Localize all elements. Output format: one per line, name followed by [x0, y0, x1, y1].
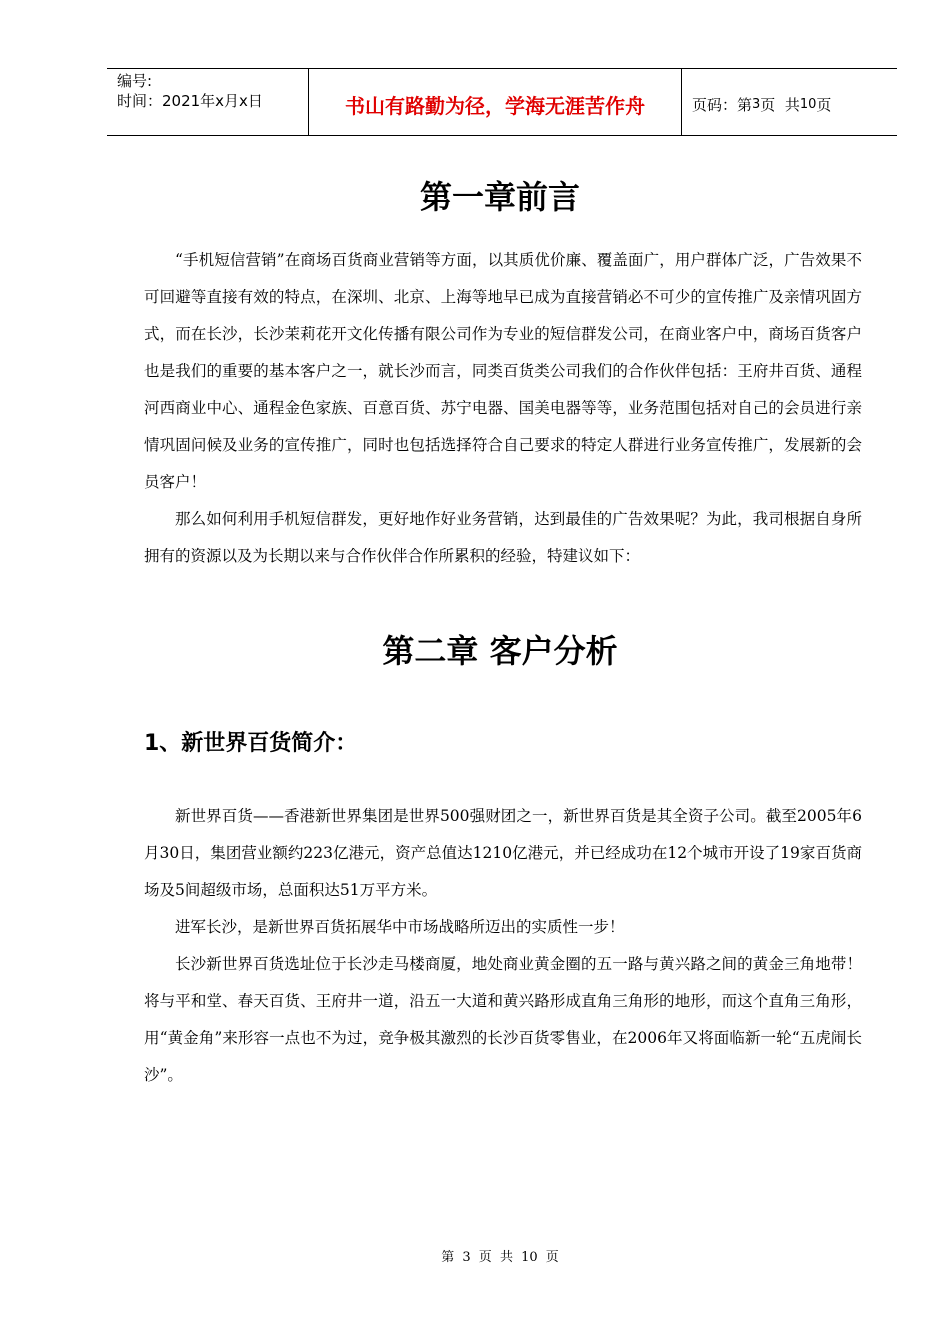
header-motto: 书山有路勤为径，学海无涯苦作舟 [345, 93, 645, 118]
chapter1-title: 第一章前言 [419, 178, 580, 216]
doc-number-label: 编号: [117, 72, 153, 90]
chapter1-paragraph-2: 那么如何利用手机短信群发，更好地作好业务营销，达到最佳的广告效果呢？为此，我司根据自身所拥有的资源以及为长期以来与合作伙伴合作所累积的经验，特建议如下： [144, 510, 862, 565]
page-footer [0, 1246, 950, 1265]
header-meta-cell [107, 69, 309, 135]
chapter2-body [144, 798, 862, 1094]
chapter2-paragraph-3: 长沙新世界百货选址位于长沙走马楼商厦，地处商业黄金圈的五一路与黄兴路之间的黄金三角地带！将与平和堂、春天百货、王府井一道，沿五一大道和黄兴路形成直角三角形的地形，而这个直角三角形，用“黄金角”来形容一点也不为过，竞争极其激烈的长沙百货零售业，在2006年又将面临新一轮“五虎闹长沙”。 [144, 955, 862, 1084]
chapter2-paragraph-2: 进军长沙，是新世界百货拓展华中市场战略所迈出的实质性一步！ [175, 918, 625, 936]
footer-page-total: 10 [521, 1250, 538, 1265]
header-page-cell [682, 69, 897, 135]
footer-p3: 共 [499, 1250, 513, 1265]
header-page-number: 3 [752, 96, 761, 112]
header-page-mid: 页 共 [760, 95, 800, 114]
page-header [107, 68, 897, 136]
chapter2-paragraph-1: 新世界百货——香港新世界集团是世界500强财团之一，新世界百货是其全资子公司。截至2005年6月30日，集团营业额约223亿港元，资产总值达1210亿港元，并已经成功在12个城市开设了19家百货商场及5间超级市场，总面积达51万平方米。 [144, 807, 862, 899]
doc-time-label: 时间：2021年x月x日 [117, 92, 263, 110]
footer-page-number: 3 [462, 1250, 471, 1265]
footer-p1: 第 [441, 1250, 455, 1265]
header-page-total: 10 [799, 96, 817, 112]
section1-heading: 1、新世界百货简介： [144, 731, 358, 756]
header-page-suffix: 页 [816, 95, 832, 114]
chapter2-title: 第二章 客户分析 [382, 632, 618, 670]
footer-p2: 页 [478, 1250, 492, 1265]
chapter1-paragraph-1: “手机短信营销”在商场百货商业营销等方面，以其质优价廉、覆盖面广，用户群体广泛，广告效果不可回避等直接有效的特点，在深圳、北京、上海等地早已成为直接营销必不可少的宣传推广及亲情巩固方式，而在长沙，长沙茉莉花开文化传播有限公司作为专业的短信群发公司，在商业客户中，商场百货客户也是我们的重要的基本客户之一，就长沙而言，同类百货类公司我们的合作伙伴包括：王府井百货、通程河西商业中心、通程金色家族、百意百货、苏宁电器、国美电器等等，业务范围包括对自己的会员进行亲情巩固问候及业务的宣传推广，同时也包括选择符合自己要求的特定人群进行业务宣传推广，发展新的会员客户！ [144, 251, 862, 491]
header-page-prefix: 页码：第 [692, 95, 753, 114]
chapter1-body [144, 242, 862, 575]
header-motto-cell [309, 69, 682, 135]
footer-p4: 页 [545, 1250, 559, 1265]
